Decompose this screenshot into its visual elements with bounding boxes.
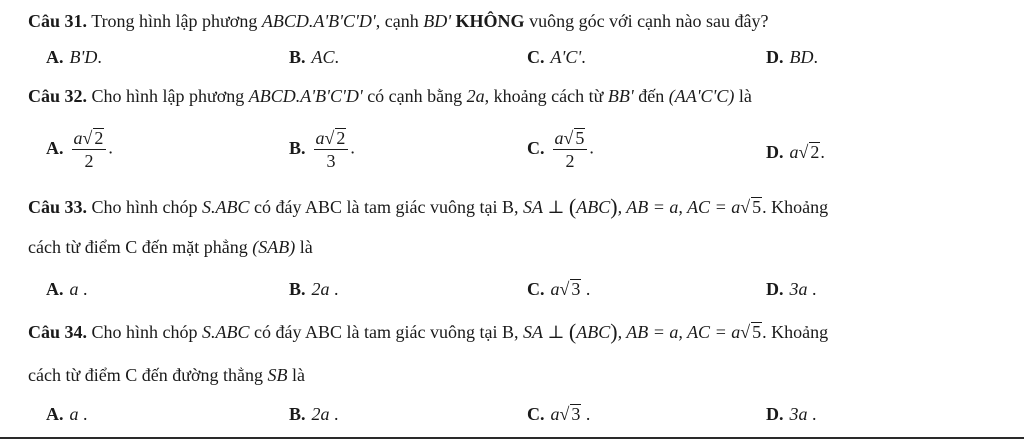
option-text: 2a xyxy=(311,404,330,424)
radicand: 5 xyxy=(575,128,585,148)
perpendicular-symbol: ⊥ xyxy=(547,322,565,342)
numerator-coef: a xyxy=(73,128,83,148)
q33-text-d: cách từ điểm C đến mặt phẳng xyxy=(28,237,248,257)
q34-option-a[interactable]: A. a . xyxy=(46,404,88,424)
q31-cube: ABCD.A'B'C'D' xyxy=(261,11,376,31)
q33-stem-line2 xyxy=(28,236,313,258)
option-letter: C. xyxy=(527,404,545,424)
option-letter: D. xyxy=(766,142,784,162)
q32-line: BB' xyxy=(607,86,634,106)
q32-text-d: đến xyxy=(638,86,665,106)
option-text: AC xyxy=(311,47,335,67)
option-letter: D. xyxy=(766,404,784,424)
q33-option-a[interactable]: A. a . xyxy=(46,279,88,299)
option-letter: C. xyxy=(527,137,545,158)
option-letter: C. xyxy=(527,47,545,67)
q33-conditions: , AB = a, AC = a xyxy=(617,197,741,217)
option-coef: a xyxy=(550,404,560,424)
option-letter: A. xyxy=(46,47,64,67)
q32-cube: ABCD.A'B'C'D' xyxy=(248,86,363,106)
q33-text-a: Cho hình chóp xyxy=(91,197,198,217)
q33-stem: Câu 33. Cho hình chóp S.ABC có đáy ABC là tam giác vuông tại B, SA ⊥ (ABC), AB = a, AC = a√ 5. Khoảng xyxy=(28,194,829,219)
radicand: 2 xyxy=(336,128,346,148)
q31-emphasis: KHÔNG xyxy=(455,11,525,31)
q34-stem: Câu 34. Cho hình chóp S.ABC có đáy ABC là tam giác vuông tại B, SA ⊥ (ABC), AB = a, AC = a√ 5. Khoảng xyxy=(28,319,829,344)
option-text: BD xyxy=(789,47,814,67)
option-letter: A. xyxy=(46,279,64,299)
option-letter: D. xyxy=(766,47,784,67)
option-letter: D. xyxy=(766,279,784,299)
option-letter: C. xyxy=(527,279,545,299)
q32-text-c: , khoảng cách từ xyxy=(484,86,604,106)
q32-side: 2a xyxy=(466,86,485,106)
denominator: 3 xyxy=(326,151,336,171)
q33-option-c[interactable]: C. a√ 3 . xyxy=(527,279,591,299)
option-letter: A. xyxy=(46,137,64,158)
option-text: 3a xyxy=(789,279,808,299)
q34-text-c: . Khoảng xyxy=(762,322,829,342)
radicand: 2 xyxy=(94,128,104,148)
option-letter: B. xyxy=(289,279,306,299)
q31-option-d[interactable]: D. BD. xyxy=(766,47,818,67)
radicand: 3 xyxy=(571,279,581,299)
q34-text-a: Cho hình chóp xyxy=(91,322,198,342)
q34-sa: SA xyxy=(522,322,543,342)
option-coef: a xyxy=(789,142,799,162)
q32-plane: (AA'C'C) xyxy=(668,86,735,106)
option-text: 2a xyxy=(311,279,330,299)
numerator-coef: a xyxy=(315,128,325,148)
q33-sa: SA xyxy=(522,197,543,217)
q31-option-c[interactable]: C. A'C'. xyxy=(527,47,586,67)
fraction: $\frac{a√ 2}{2}$ xyxy=(72,128,107,171)
q31-text-a: Trong hình lập phương xyxy=(91,11,258,31)
denominator: 2 xyxy=(84,151,94,171)
q34-text-e: là xyxy=(291,365,305,385)
q32-option-c[interactable]: C. $\frac{a√ 5}{2}$ . xyxy=(527,128,594,171)
option-letter: B. xyxy=(289,47,306,67)
option-text: a xyxy=(69,279,79,299)
q32-option-d[interactable]: D. a√ 2. xyxy=(766,142,825,162)
q34-text-b: có đáy ABC là tam giác vuông tại B, xyxy=(254,322,519,342)
option-coef: a xyxy=(550,279,560,299)
q34-option-c[interactable]: C. a√ 3 . xyxy=(527,404,591,424)
q33-target: (SAB) xyxy=(252,237,296,257)
radicand: 3 xyxy=(571,404,581,424)
q31-text-b: , cạnh xyxy=(375,11,419,31)
q31-edge: BD' xyxy=(423,11,452,31)
q34-option-b[interactable]: B. 2a . xyxy=(289,404,339,424)
q34-option-d[interactable]: D. 3a . xyxy=(766,404,817,424)
q33-number: Câu 33. xyxy=(28,197,88,217)
numerator-coef: a xyxy=(554,128,564,148)
option-text: B'D xyxy=(69,47,98,67)
bottom-divider xyxy=(0,437,1024,439)
denominator: 2 xyxy=(565,151,575,171)
perpendicular-symbol: ⊥ xyxy=(547,197,565,217)
q34-number: Câu 34. xyxy=(28,322,88,342)
option-text: A'C' xyxy=(550,47,582,67)
radicand: 5 xyxy=(752,197,762,217)
q34-pyramid: S.ABC xyxy=(202,322,250,342)
q32-option-a[interactable]: A. $\frac{a√ 2}{2}$ . xyxy=(46,128,113,171)
radicand: 5 xyxy=(752,322,762,342)
q33-plane-abc: ABC xyxy=(576,197,611,217)
q31-option-a[interactable]: A. B'D. xyxy=(46,47,102,67)
option-letter: B. xyxy=(289,137,306,158)
q31-text-c: vuông góc với cạnh nào sau đây? xyxy=(529,11,769,31)
q33-option-d[interactable]: D. 3a . xyxy=(766,279,817,299)
q33-text-e: là xyxy=(299,237,313,257)
option-letter: B. xyxy=(289,404,306,424)
option-letter: A. xyxy=(46,404,64,424)
q33-option-b[interactable]: B. 2a . xyxy=(289,279,339,299)
q34-conditions: , AB = a, AC = a xyxy=(617,322,741,342)
q32-text-e: là xyxy=(738,86,752,106)
q32-option-b[interactable]: B. $\frac{a√ 2}{3}$ . xyxy=(289,128,355,171)
option-text: 3a xyxy=(789,404,808,424)
q32-stem xyxy=(28,85,752,107)
q33-text-b: có đáy ABC là tam giác vuông tại B, xyxy=(254,197,519,217)
radicand: 2 xyxy=(810,142,820,162)
q34-text-d: cách từ điểm C đến đường thẳng xyxy=(28,365,263,385)
q31-option-b[interactable]: B. AC. xyxy=(289,47,340,67)
q33-pyramid: S.ABC xyxy=(202,197,250,217)
q34-target: SB xyxy=(267,365,288,385)
q33-text-c: . Khoảng xyxy=(762,197,829,217)
q31-stem xyxy=(28,10,769,32)
q34-stem-line2 xyxy=(28,364,305,386)
q34-plane-abc: ABC xyxy=(576,322,611,342)
fraction: $\frac{a√ 2}{3}$ xyxy=(314,128,349,171)
q32-number: Câu 32. xyxy=(28,86,88,106)
option-text: a xyxy=(69,404,79,424)
q31-number: Câu 31. xyxy=(28,11,88,31)
fraction: $\frac{a√ 5}{2}$ xyxy=(553,128,588,171)
q32-text-a: Cho hình lập phương xyxy=(91,86,245,106)
q32-text-b: có cạnh bằng xyxy=(367,86,463,106)
